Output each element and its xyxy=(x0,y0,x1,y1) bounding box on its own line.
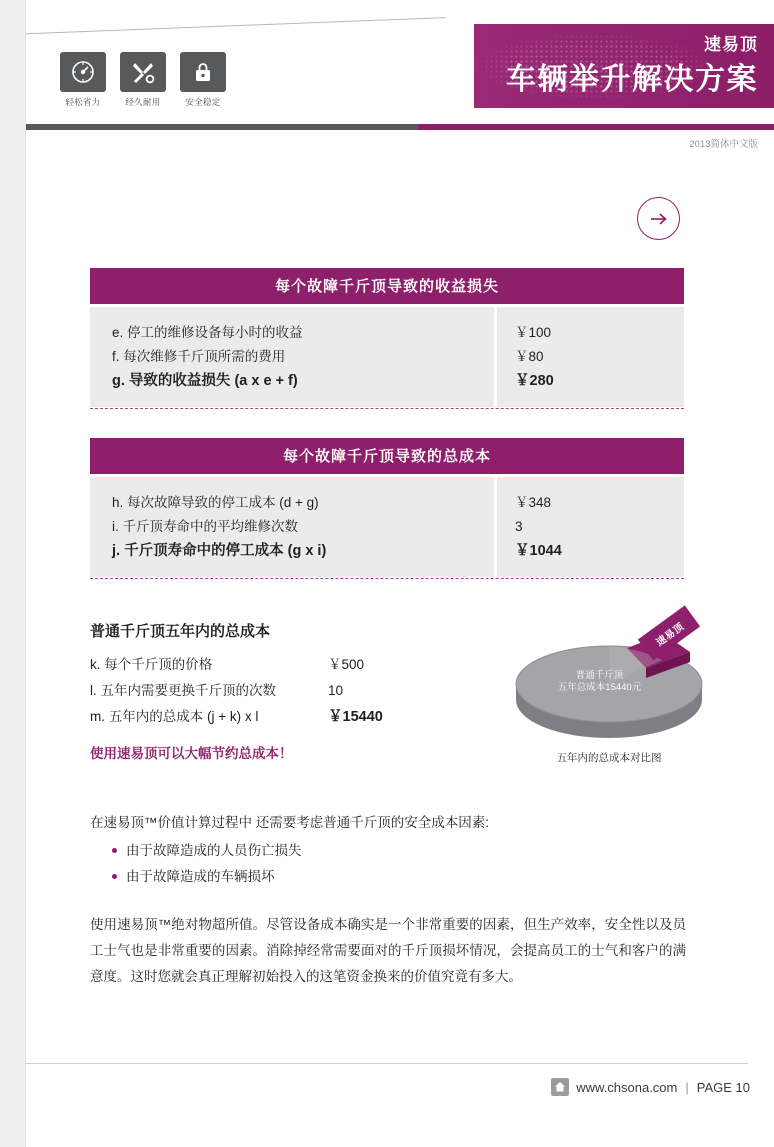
cost-row xyxy=(90,704,383,730)
page-number: PAGE 10 xyxy=(696,1079,750,1095)
table-cell-value: ￥348 xyxy=(515,495,552,510)
table-row: f. 每次维修千斤顶所需的费用 xyxy=(112,349,286,364)
header-rule-purple xyxy=(418,124,774,130)
table-values-column xyxy=(497,307,684,407)
cost-row xyxy=(90,652,383,678)
table-title: 每个故障千斤顶导致的收益损失 xyxy=(90,268,684,304)
brand-name: 速易顶 xyxy=(704,35,758,54)
intro-paragraph: 在速易顶™价值计算过程中 还需要考虑普通千斤顶的安全成本因素: xyxy=(90,815,490,830)
table-cell-value: ￥80 xyxy=(515,349,544,364)
pie-slice-tag: 速易顶 xyxy=(638,605,700,660)
pie-chart xyxy=(494,612,724,772)
table-cell-value: ￥100 xyxy=(515,325,552,340)
page-footer xyxy=(551,1078,750,1096)
table-body xyxy=(90,477,684,577)
cost-value: ￥15440 xyxy=(328,709,383,725)
closing-paragraph: 使用速易顶™绝对物超所值。尽管设备成本确实是一个非常重要的因素，但生产效率，安全性以及员工士气也是非常重要的因素。消除掉经常需要面对的千斤顶损坏情况，会提高员工的士气和客户的满意度。这时您就会真正理解初始投入的这笔资金换来的价值究竟有多大。 xyxy=(90,917,686,984)
total-cost-table xyxy=(90,438,684,577)
divider-dashed xyxy=(90,578,684,579)
revenue-loss-table xyxy=(90,268,684,407)
badge-label: 轻松省力 xyxy=(65,97,101,107)
savings-note: 使用速易顶可以大幅节约总成本！ xyxy=(90,746,293,761)
cost-value: ￥500 xyxy=(328,657,365,672)
table-cell-value: 3 xyxy=(515,519,523,534)
lock-icon xyxy=(180,52,226,92)
pie-chart-caption: 五年内的总成本对比图 xyxy=(556,752,662,764)
left-margin-bar xyxy=(0,0,26,1147)
cost-label: l. 五年内需要更换千斤顶的次数 xyxy=(90,683,277,698)
five-year-cost-list xyxy=(90,652,383,730)
table-row: e. 停工的维修设备每小时的收益 xyxy=(112,325,303,340)
badge-item xyxy=(60,52,106,108)
table-cell-value: ￥1044 xyxy=(515,543,562,559)
edition-label: 2013简体中文版 xyxy=(689,139,758,150)
brand-tagline: 车辆举升解决方案 xyxy=(506,63,758,96)
header-rule-grey xyxy=(26,124,418,130)
page-header xyxy=(0,0,774,130)
pie-inner-label xyxy=(522,670,677,694)
section-title-five-year-cost: 普通千斤顶五年内的总成本 xyxy=(90,623,271,640)
badge-item xyxy=(180,52,226,108)
brand-banner xyxy=(474,24,774,108)
list-item: 由于故障造成的人员伤亡损失 xyxy=(110,838,670,864)
cost-label: k. 每个千斤顶的价格 xyxy=(90,657,213,672)
table-title: 每个故障千斤顶导致的总成本 xyxy=(90,438,684,474)
cost-value: 10 xyxy=(328,683,344,698)
table-row: g. 导致的收益损失 (a x e + f) xyxy=(112,373,298,389)
cost-row xyxy=(90,678,383,704)
home-icon xyxy=(551,1078,569,1096)
table-row: h. 每次故障导致的停工成本 (d + g) xyxy=(112,495,319,510)
pie-inner-label-line1: 普通千斤顶 xyxy=(575,670,624,681)
tools-icon xyxy=(120,52,166,92)
pie-inner-label-line2: 五年总成本15440元 xyxy=(557,682,642,693)
table-values-column xyxy=(497,477,684,577)
safety-cost-bullets xyxy=(110,838,670,890)
table-labels-column xyxy=(90,477,494,577)
website-url[interactable]: www.chsona.com xyxy=(576,1079,678,1095)
badge-label: 经久耐用 xyxy=(125,97,161,107)
table-cell-value: ￥280 xyxy=(515,373,554,389)
feature-badges xyxy=(60,52,226,108)
footer-separator: | xyxy=(685,1079,689,1095)
list-item: 由于故障造成的车辆损坏 xyxy=(110,864,670,890)
arrow-right-circle-icon xyxy=(637,197,680,240)
divider-dashed xyxy=(90,408,684,409)
gauge-icon xyxy=(60,52,106,92)
table-labels-column xyxy=(90,307,494,407)
table-row: j. 千斤顶寿命中的停工成本 (g x i) xyxy=(112,543,327,559)
badge-item xyxy=(120,52,166,108)
footer-divider xyxy=(26,1063,748,1064)
table-row: i. 千斤顶寿命中的平均维修次数 xyxy=(112,519,299,534)
cost-label: m. 五年内的总成本 (j + k) x l xyxy=(90,709,259,724)
table-body xyxy=(90,307,684,407)
badge-label: 安全稳定 xyxy=(185,97,221,107)
